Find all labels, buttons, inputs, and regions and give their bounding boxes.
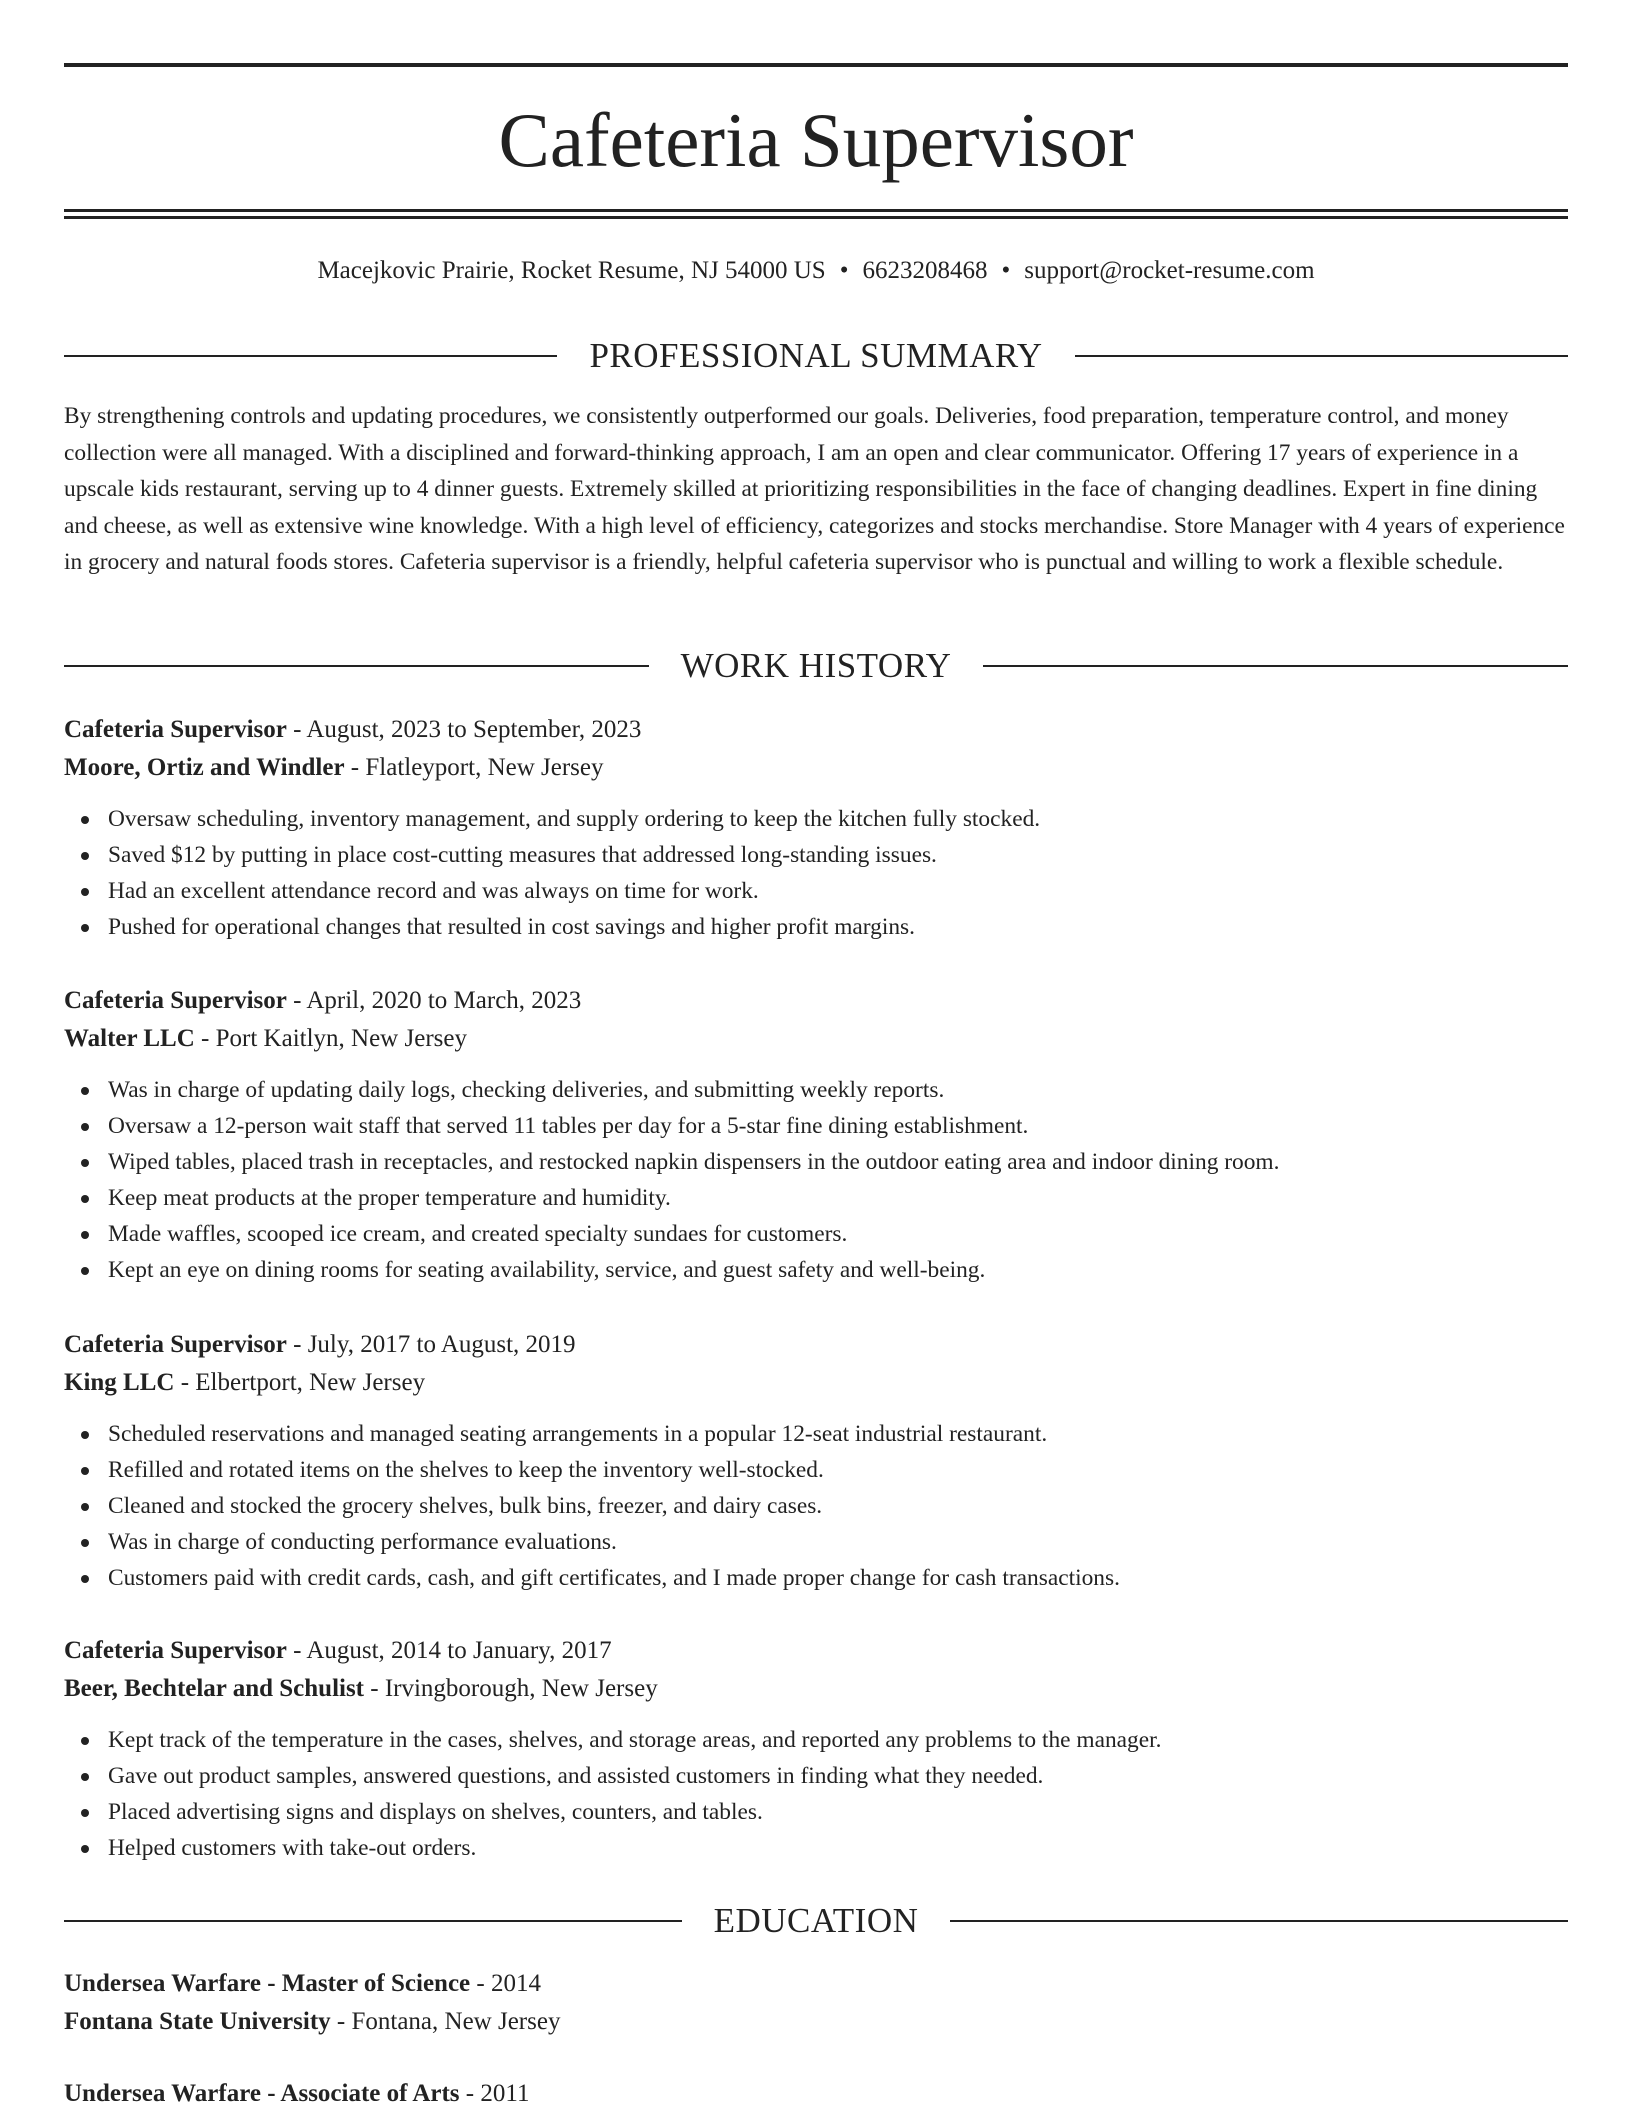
- education-entry: [64, 1965, 1568, 2041]
- job-bullet: Oversaw a 12-person wait staff that served 11 tables per day for a 5-star fine dining establishment.: [108, 1108, 1568, 1144]
- job-bullet: Scheduled reservations and managed seating arrangements in a popular 12-seat industrial restaurant.: [108, 1416, 1568, 1452]
- job-company-line: [64, 1670, 1568, 1708]
- heading-rule-left: [64, 1920, 682, 1922]
- heading-rule-right: [950, 1920, 1568, 1922]
- section-heading-work: [64, 644, 1568, 688]
- heading-rule-left: [64, 355, 557, 357]
- job-title: Cafeteria Supervisor: [64, 716, 287, 743]
- job-bullet: Refilled and rotated items on the shelves to keep the inventory well-stocked.: [108, 1452, 1568, 1488]
- education-degree: Undersea Warfare - Associate of Arts: [64, 2080, 460, 2107]
- section-heading-summary: [64, 334, 1568, 378]
- heading-rule-right: [1075, 355, 1568, 357]
- job-company: Beer, Bechtelar and Schulist: [64, 1675, 365, 1702]
- job-company: King LLC: [64, 1369, 175, 1396]
- job-location: - Flatleyport, New Jersey: [344, 754, 604, 781]
- education-year: - 2014: [470, 1970, 541, 1997]
- job-title: Cafeteria Supervisor: [64, 1637, 287, 1664]
- contact-email: support@rocket-resume.com: [1024, 257, 1315, 284]
- job-bullet: Keep meat products at the proper temperature and humidity.: [108, 1180, 1568, 1216]
- job-bullets: [64, 1722, 1568, 1866]
- job-bullet: Placed advertising signs and displays on shelves, counters, and tables.: [108, 1794, 1568, 1830]
- job-bullets: [64, 1416, 1568, 1596]
- section-heading-education: [64, 1899, 1568, 1943]
- section-heading-label: PROFESSIONAL SUMMARY: [589, 336, 1043, 375]
- job-bullet: Made waffles, scooped ice cream, and created specialty sundaes for customers.: [108, 1216, 1568, 1252]
- section-heading-label: EDUCATION: [713, 1901, 919, 1940]
- job-bullet: Helped customers with take-out orders.: [108, 1830, 1568, 1866]
- education-degree: Undersea Warfare - Master of Science: [64, 1970, 471, 1997]
- job-bullet: Pushed for operational changes that resulted in cost savings and higher profit margins.: [108, 909, 1568, 945]
- job-company: Moore, Ortiz and Windler: [64, 754, 345, 781]
- job-title-line: [64, 1326, 1568, 1364]
- education-degree-line: [64, 2075, 1568, 2113]
- job-location: - Elbertport, New Jersey: [174, 1369, 426, 1396]
- job-bullet: Saved $12 by putting in place cost-cutting measures that addressed long-standing issues.: [108, 837, 1568, 873]
- top-rule: [64, 63, 1568, 67]
- job-bullet: Oversaw scheduling, inventory management, and supply ordering to keep the kitchen fully stocked.: [108, 801, 1568, 837]
- job-company-line: [64, 1364, 1568, 1402]
- job-title-line: [64, 711, 1568, 749]
- page-title: Cafeteria Supervisor: [498, 97, 1134, 183]
- job-bullets: [64, 801, 1568, 945]
- contact-separator: •: [1001, 257, 1011, 284]
- title-rule-upper: [64, 209, 1568, 212]
- education-school-line: [64, 2003, 1568, 2041]
- summary-text: By strengthening controls and updating procedures, we consistently outperformed our goals. Deliveries, food preparation, temperature control, and money collection were all managed. With a disciplined and forward-thinking approach, I am an open and clear communicator. Offering 17 years of experience in a upscale kids restaurant, serving up to 4 dinner guests. Extremely skilled at prioritizing responsibilities in the face of changing deadlines. Expert in fine dining and cheese, as well as extensive wine knowledge. With a high level of efficiency, categorizes and stocks merchandise. Store Manager with 4 years of experience in grocery and natural foods stores. Cafeteria supervisor is a friendly, helpful cafeteria supervisor who is punctual and willing to work a flexible schedule.: [64, 403, 1565, 575]
- job-dates: - April, 2020 to March, 2023: [286, 987, 582, 1014]
- job-bullet: Customers paid with credit cards, cash, and gift certificates, and I made proper change for cash transactions.: [108, 1560, 1568, 1596]
- job-dates: - August, 2014 to January, 2017: [286, 1637, 612, 1664]
- job-company-line: [64, 1020, 1568, 1058]
- job-bullet: Kept an eye on dining rooms for seating availability, service, and guest safety and well-being.: [108, 1252, 1568, 1288]
- job-company: Walter LLC: [64, 1025, 195, 1052]
- education-year: - 2011: [459, 2080, 530, 2107]
- job-bullet: Kept track of the temperature in the cases, shelves, and storage areas, and reported any problems to the manager.: [108, 1722, 1568, 1758]
- job-title-line: [64, 1632, 1568, 1670]
- heading-rule-left: [64, 665, 649, 667]
- education-location: - Fontana, New Jersey: [330, 2008, 561, 2035]
- job-bullet: Had an excellent attendance record and was always on time for work.: [108, 873, 1568, 909]
- job-title-line: [64, 982, 1568, 1020]
- contact-phone: 6623208468: [862, 257, 988, 284]
- job-entry: [64, 1326, 1568, 1596]
- job-bullet: Was in charge of updating daily logs, checking deliveries, and submitting weekly reports.: [108, 1072, 1568, 1108]
- job-entry: [64, 1632, 1568, 1866]
- contact-separator: •: [839, 257, 849, 284]
- contact-address: Macejkovic Prairie, Rocket Resume, NJ 54000 US: [317, 257, 826, 284]
- job-dates: - August, 2023 to September, 2023: [286, 716, 642, 743]
- job-title: Cafeteria Supervisor: [64, 1331, 287, 1358]
- job-bullet: Was in charge of conducting performance evaluations.: [108, 1524, 1568, 1560]
- job-dates: - July, 2017 to August, 2019: [286, 1331, 576, 1358]
- contact-line: [64, 253, 1568, 289]
- job-location: - Port Kaitlyn, New Jersey: [194, 1025, 467, 1052]
- job-entry: [64, 711, 1568, 945]
- education-degree-line: [64, 1965, 1568, 2003]
- job-title: Cafeteria Supervisor: [64, 987, 287, 1014]
- job-entry: [64, 982, 1568, 1288]
- heading-rule-right: [983, 665, 1568, 667]
- job-bullet: Gave out product samples, answered questions, and assisted customers in finding what they needed.: [108, 1758, 1568, 1794]
- education-school: Fontana State University: [64, 2008, 331, 2035]
- education-entry: [64, 2075, 1568, 2113]
- job-bullets: [64, 1072, 1568, 1288]
- job-bullet: Cleaned and stocked the grocery shelves, bulk bins, freezer, and dairy cases.: [108, 1488, 1568, 1524]
- section-heading-label: WORK HISTORY: [680, 646, 952, 685]
- title-rule-lower: [64, 216, 1568, 219]
- job-location: - Irvingborough, New Jersey: [364, 1675, 658, 1702]
- job-company-line: [64, 749, 1568, 787]
- job-bullet: Wiped tables, placed trash in receptacles, and restocked napkin dispensers in the outdoor eating area and indoor dining room.: [108, 1144, 1568, 1180]
